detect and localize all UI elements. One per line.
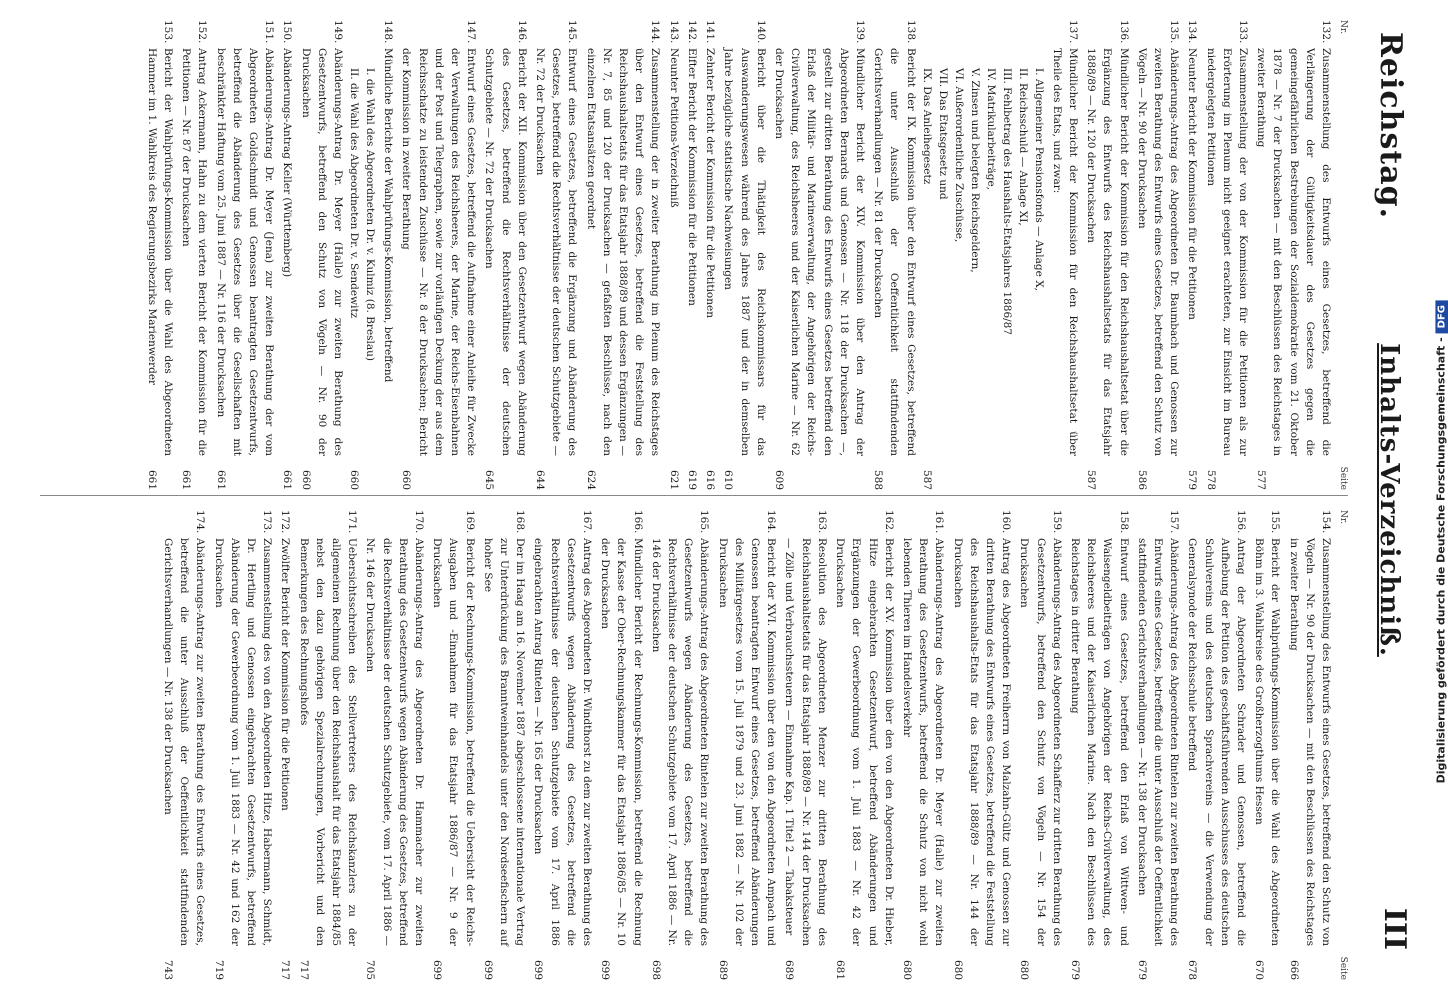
entry-text: Entwurf eines Gesetzes, betreffend die Ergänzung und Abänderung des Gesetzes, betreffend die Rechtsverhältnisse der deutschen Schutzgebiete — Nr. 72 der Drucksachen [534,48,579,456]
entry-number: 164. [765,510,778,534]
entry-number: 138. [904,20,917,44]
column-divider [40,495,1348,496]
sub-entry [346,64,362,490]
entry-text: Bericht über die Thätigkeit des Reichskommissars für das Auswanderungswesen während des Jahres 1887 und der in demselben Jahre bezügliche statistische Nachweisungen [722,48,767,456]
entry-page: 705 [364,959,377,980]
left-column [142,20,1348,490]
entry-page: 666 [1287,959,1300,980]
entry-page: 717 [297,959,310,980]
entry-page: 579 [1186,469,1199,490]
entry-text: Neunter Bericht der Kommission für die Petitionen [1186,48,1199,320]
toc-entry [1049,20,1081,490]
column-header [1338,510,1348,980]
entry-page: 661 [214,469,227,490]
entry-number: 160. [1000,510,1013,534]
sub-entry [967,64,983,490]
entry-text: Bericht der XV. Kommission über den von den Abgeordneten Dr. Hieber, Hitze eingebrachten Gesetzentwurf, betreffend Abänderungen und Ergänzungen der Gewerbeordnung vom 1. Juli 1883 — Nr. 42 der Drucksachen [834,538,895,946]
entry-page: 661 [145,469,158,490]
digitization-note [1434,300,1448,783]
toc-entry [279,20,295,490]
entry-number: 143. [667,20,680,44]
entry-number: 146. [515,20,528,44]
toc-entry [1016,510,1065,980]
entry-number: 171. [346,510,359,534]
entry-page: 679 [1068,959,1081,980]
entry-page: 699 [599,959,612,980]
entry-text: Antrag der Abgeordneten Schrader und Genossen, betreffend die Aufhebung der Petition des geschäftsführenden Ausschusses des deutschen Schulvereins und des deutschen Sprachvereins — die Verwendung der Generalsynode der Reichsschule betreffend [1186,538,1247,946]
toc-entry [398,20,479,490]
sub-entry-page: 587 [920,469,933,490]
entry-text: Resolution des Abgeordneten Menzer zur dritten Berathung des Reichshaushaltsetats für das Etatsjahr 1888/89 — Nr. 144 der Drucksachen — Zölle und Verbrauchssteuern — Einnahme Kap. 1 Titel 2 — Tabaksteuer [783,538,828,946]
toc-entry [1067,510,1132,980]
entry-page: 644 [534,469,547,490]
nr-label: Nr. [1338,20,1348,35]
entry-text: Elfter Bericht der Kommission für die Petitionen [685,48,698,306]
entry-number: 163. [815,510,828,534]
page-header [1358,20,1422,980]
entry-text: Abänderungs-Antrag Dr. Meyer (Halle) zur zweiten Berathung des Gesetzentwurfs, betreffend den Schutz von Vögeln — Nr. 90 der Drucksachen [299,48,345,456]
entry-text: Abänderungs-Antrag des Abgeordneten Rintelen zur zweiten Berathung des Entwurfs eines Gesetzes, betreffend die unter Ausschluß der Oeffentlichkeit stattfindenden Gerichtsverhandlungen — Nr. 138 der Drucksachen [1135,538,1181,946]
entry-number: 144. [649,20,662,44]
entry-number: 147. [465,20,478,44]
entry-text: Mündlicher Bericht der Kommission für den Reichshaushaltsetat über Theile des Etats, und zwar: [1050,48,1079,456]
entry-page: 645 [483,469,496,490]
entry-page: 680 [900,959,913,980]
entry-number: 166. [631,510,644,534]
toc-entry [297,20,346,490]
entry-number: 133. [1236,20,1249,44]
entry-text: Abänderungs-Antrag Keller (Württemberg) [281,48,294,278]
entry-page: 698 [649,959,662,980]
entry-text: Mündlicher Bericht der Rechnungs-Kommission, betreffend die Rechnung der Kasse der Ober-Rechnungskammer für das Etatsjahr 1886/85 — Nr. 10 der Drucksachen [599,538,644,946]
entry-text: Abänderungs-Antrag des Abgeordneten Rintelen zur zweiten Berathung des Gesetzentwurfs wegen Abänderung des Gesetzes, betreffend die Rechtsverhältnisse der deutschen Schutzgebiete vom 17. April 1886 — Nr. 146 der Drucksachen [649,538,711,946]
entry-text: Abänderungs-Antrag des Abgeordneten Dr. Hammacher zur zweiten Berathung des Gesetzentwurfs wegen Abänderung des Gesetzes, betreffend die Rechtsverhältnisse der deutschen Schutzgebiete, vom 17. April 1886 — Nr. 146 der Drucksachen [364,538,426,946]
entry-number: 139. [853,20,866,44]
entry-text: Uebersichtsschreiben des Stellvertreters des Reichskanzlers zu der allgemeinen Rechnung über den Reichshaushalt für das Etatsjahr 1884/85 nebst den dazu gehörigen Spezialrechnungen, Vorbericht und den Bemerkungen des Rechnungshofes [297,538,359,946]
entry-text: Abänderungs-Antrag des Abgeordneten Dr. Meyer (Halle) zur zweiten Berathung des Gesetzentwurfs, betreffend die Schutz von nicht wohl lebenden Thieren im Handelsverkehr [900,538,946,946]
entry-page: 689 [783,959,796,980]
sub-entry [919,64,935,490]
entry-text: Entwurf eines Gesetzes, betreffend die Aufnahme einer Anleihe für Zwecke der Verwaltungen des Reichsheeres, der Marine, der Reichs-Eisenbahnen und der Post und Telegraphen, sowie zur vorläufigen Deckung der aus dem Reichsschatze zu leistenden Zuschüsse — Nr. 8 der Drucksachen; Bericht der Kommission in zweiter Berathung [400,48,478,456]
entry-number: 149. [332,20,345,44]
entry-number: 158. [1117,510,1130,534]
entry-page: 678 [1186,959,1199,980]
entry-number: 157. [1168,510,1181,534]
toc-entry [714,510,779,980]
toc-entry [1184,20,1200,490]
entry-page: 717 [279,959,292,980]
toc-entry [1253,20,1334,490]
entry-number: 154. [1320,510,1332,534]
entry-text: Zehnter Bericht der Kommission für die Petitionen [704,48,717,318]
entry-number: 150. [281,20,294,44]
entry-text: Antrag des Abgeordneten Dr. Windthorst zu dem zur zweiten Berathung des Gesetzentwurfs wegen Abänderung des Gesetzes, betreffend die Rechtsverhältnisse der deutschen Schutzgebiete vom 17. April 1886 eingebrachten Antrag Rintelen — Nr. 165 der Drucksachen [532,538,594,946]
entry-number: 145. [566,20,579,44]
toc-entry [212,20,277,490]
entry-page: 621 [667,469,680,490]
entry-page: 587 [1085,469,1098,490]
entry-text: Mündliche Berichte der Wahlprüfungs-Kommission, betreffend [382,48,395,383]
toc-entry [720,20,769,490]
entry-text: Antrag Ackermann, Hahn zu dem vierten Bericht der Kommission für die Petitionen — Nr. 87 der Drucksachen [180,48,209,456]
toc-entry [666,20,682,490]
entry-page: 743 [161,959,174,980]
entry-number: 140. [754,20,767,44]
entry-number: 169. [463,510,476,534]
entry-page: 577 [1255,469,1268,490]
entry-number: 142. [685,20,698,44]
sub-entry-text: II. die Wahl des Abgeordneten Dr. v. Sendewitz [348,68,361,319]
entry-text: Zwölfter Bericht der Kommission für die Petitionen [279,538,292,811]
entry-number: 168. [514,510,527,534]
entry-page: 679 [1135,959,1148,980]
entry-page: 609 [772,469,785,490]
sub-entry-text: III. Fehlbetrag des Haushalts-Etatsjahres 1886/87 [1000,68,1013,336]
entry-number: 173. [261,510,274,534]
entry-text: Mündlicher Bericht der Kommission für den Reichshaushaltsetat über die Ergänzung des Entwurfs des Reichshaushaltsetats für das Etatsjahr 1888/89 — Nr. 120 der Drucksachen [1085,48,1130,456]
entry-text: Abänderungs-Antrag des Abgeordneten Dr. Baumbach und Genossen zur zweiten Berathung des Entwurfs eines Gesetzes, betreffend den Schutz von Vögeln — Nr. 90 der Drucksachen [1135,48,1181,456]
sub-entry [983,64,999,490]
toc-entry [144,20,176,490]
entry-page: 719 [212,959,225,980]
entry-text: Abänderungs-Antrag des Abgeordneten Schafferz zur dritten Berathung des Gesetzentwurfs, betreffend den Schutz von Vögeln — Nr. 154 der Drucksachen [1018,538,1063,946]
entry-number: 167. [581,510,594,534]
toc-entry [480,510,529,980]
entry-number: 135. [1168,20,1181,44]
toc-entry [832,510,897,980]
toc-entry [530,510,595,980]
toc-entry [684,20,700,490]
sub-entry-text: IX. Das Anleihegesetz [920,68,933,185]
entry-number: 159. [1050,510,1063,534]
entries-list [144,20,1334,490]
sub-entry [362,64,378,490]
toc-entry [429,510,478,980]
toc-entry [1083,20,1132,490]
entry-page: 660 [400,469,413,490]
entry-page: 661 [281,469,294,490]
entry-text: Bericht der Wahlprüfungs-Kommission über die Wahl des Abgeordneten Böhm im 3. Wahlkreise des Großherzogthums Hessen [1253,538,1282,946]
toc-entry [1285,510,1334,980]
entry-page: 661 [180,469,193,490]
toc-entry [1251,510,1283,980]
entry-text: Abänderungs-Antrag Dr. Meyer (Jena) zur zweiten Berathung der vom Abgeordneten Goldschmidt und Genossen beantragten Gesetzentwurfs, betreffend die Abänderung des Gesetzes über die Gesellschaften mit beschränkter Haftung vom 25. Juni 1887 — Nr. 116 der Drucksachen [214,48,276,456]
entry-text: Bericht der XVI. Kommission über den von den Abgeordneten Ampach und Genossen beantragten Entwurf eines Gesetzes, betreffend Abänderungen des Militärgesetzes vom 15. Juli 1879 und 23. Juni 1882 — Nr. 102 der Drucksachen [716,538,778,946]
toc-entry [210,510,275,980]
toc-entry [899,510,948,980]
toc-entry [771,20,868,490]
entry-page: 610 [722,469,735,490]
entry-number: 174. [194,510,207,534]
entry-page: 586 [1135,469,1148,490]
entry-text: Zusammenstellung des Entwurfs eines Gesetzes, betreffend den Schutz von Vögeln — Nr. 90 der Drucksachen — mit den Beschlüssen des Reichstages in zweiter Berathung [1287,538,1332,946]
sub-entry-text: IV. Matrikularbeiträge, [984,68,997,191]
sub-entry-text: V. Zinsen und belegten Reichsgeldern, [968,68,981,273]
page-label: Seite [1338,956,1348,980]
entry-page: 578 [1204,469,1217,490]
entry-text: Zusammenstellung des Entwurfs eines Gesetzes, betreffend die Verlängerung der Gültigkeitsdauer des Gesetzes gegen die gemeingefährlichen Bestrebungen der Sozialdemokratie vom 21. Oktober 1878 — Nr. 7 der Drucksachen — mit den Beschlüssen des Reichstages in zweiter Berathung [1255,48,1332,456]
toc-entry [1202,20,1251,490]
dfg-logo: DFG [1435,300,1448,333]
entry-text: Bericht der Rechnungs-Kommission, betreffend die Uebersicht der Reichs-Ausgaben und -Einnahmen für das Etatsjahr 1886/87 — Nr. 9 der Drucksachen [431,538,476,946]
toc-entry [1134,20,1183,490]
entry-text: Neunter Petitions-Verzeichniß [667,48,680,208]
toc-entry [277,510,293,980]
entry-number: 151. [263,20,276,44]
entry-number: 148. [382,20,395,44]
entry-number: 136. [1117,20,1130,44]
toc-entry [1184,510,1249,980]
sub-entry [1015,64,1031,490]
entry-page: 689 [716,959,729,980]
entry-text: Bericht der Wahlprüfungs-Kommission über die Wahl des Abgeordneten Hammer im 1. Wahlkreis des Regierungsbezirks Marienwerder [145,48,175,456]
toc-entry [870,20,919,490]
entry-page: 699 [481,959,494,980]
header-title: Inhalts-Verzeichniß. [1374,343,1404,657]
entry-number: 170. [413,510,426,534]
sub-entry [1031,64,1047,490]
entry-number: 152. [196,20,209,44]
toc-entry [362,510,427,980]
sub-entry [935,64,951,490]
column-header [1338,20,1348,490]
toc-entry [1134,510,1183,980]
entry-text: Bericht der XII. Kommission über den Gesetzentwurf wegen Abänderung des Gesetzes, betreffend die Rechtsverhältnisse der deutschen Schutzgebiete — Nr. 72 der Drucksachen [483,48,528,456]
toc-entry [781,510,830,980]
page-label: Seite [1338,466,1348,490]
entry-number: 156. [1234,510,1247,534]
entry-text: Zusammenstellung des von den Abgeordneten Hitze, Habermann, Schmidt, Dr. Hertling und Genossen eingebrachten Gesetzentwurfs, betreffend Abänderung der Gewerbeordnung vom 1. Juli 1883 — Nr. 42 und 162 der Drucksachen [212,538,274,946]
toc-entry [702,20,718,490]
sub-entry-text: II. Reichsschuld — Anlage XI, [1016,68,1029,226]
toc-entry [295,510,360,980]
right-column [158,510,1348,980]
toc-entry [178,20,210,490]
entry-sublist [919,64,1047,490]
sub-entry-text: VI. Außerordentliche Zuschüsse, [952,68,965,243]
sub-entry-text: I. die Wahl des Abgeordneten Dr. v. Kulmiz (8. Breslau) [364,68,377,362]
entry-page: 619 [685,469,698,490]
note-text: Digitalisierung gefördert durch die Deutsche Forschungsgemeinschaft - [1434,337,1447,784]
entry-page: 681 [834,959,847,980]
entry-page: 616 [704,469,717,490]
nr-label: Nr. [1338,510,1348,525]
toc-entry [160,510,209,980]
sub-entry-text: VII. Das Etatsgesetz und [936,68,949,200]
entry-number: 162. [882,510,895,534]
entry-number: 137. [1066,20,1079,44]
toc-entry [597,510,646,980]
entry-text: Bericht der IX. Kommission über den Entwurf eines Gesetzes, betreffend die unter Ausschluß der Oeffentlichkeit stattfindenden Gerichtsverhandlungen — Nr. 81 der Drucksachen [872,48,917,456]
entry-text: Mündlicher Bericht der XIV. Kommission über den Antrag der Abgeordneten Bernards und Genossen — Nr. 118 der Drucksachen —, gestellt zur dritten Berathung des Entwurfs eines Gesetzes betreffend den Erlaß der Militär- und Marineverwaltung, der Angehörigen der Reichs-Civilverwaltung, des Reichsheeres und der Kaiserlichen Marine — Nr. 62 der Drucksachen [772,48,866,456]
entry-text: Zusammenstellung der in zweiter Berathung im Plenum des Reichstages über den Entwurf eines Gesetzes, betreffend die Feststellung des Reichshaushaltsetats für das Etatsjahr 1888/89 und dessen Ergänzungen — Nr. 7, 85 und 120 der Drucksachen — gefaßten Beschlüsse, nach den einzelnen Etatsansätzen geordnet [584,48,662,456]
entry-page: 680 [951,959,964,980]
entry-page: 670 [1253,959,1266,980]
toc-entry [648,510,713,980]
entry-number: 134. [1186,20,1199,44]
header-left: Reichstag. [1373,32,1408,220]
entry-page: 699 [431,959,444,980]
entry-text: Zusammenstellung der von der Kommission für die Petitionen als zur Erörterung im Plenum nicht geeignet erachteten, zur Einsicht im Bureau niedergelegten Petitionen [1204,48,1249,456]
entry-number: 153. [162,20,175,44]
entry-text: Der im Haag am 16. November 1887 abgeschlossene internationale Vertrag zur Unterdrückung des Branntweinhandels unter den Nordseefischern auf hoher See [481,538,527,946]
entry-number: 161. [933,510,946,534]
entry-page: 624 [584,469,597,490]
entry-page: 699 [532,959,545,980]
entry-text: Abänderungs-Antrag zur zweiten Berathung des Entwurfs eines Gesetzes, betreffend die unter Ausschluß der Oeffentlichkeit stattfindenden Gerichtsverhandlungen — Nr. 138 der Drucksachen [161,538,207,946]
entry-number: 165. [698,510,711,534]
toc-entry [532,20,581,490]
toc-entry [949,510,1014,980]
entry-number: 132. [1320,20,1332,44]
entries-list [160,510,1334,980]
sub-entry-page: 660 [348,469,361,490]
toc-entry [582,20,663,490]
entry-text: Antrag des Abgeordneten Freiherrn von Malzahn-Gültz und Genossen zur dritten Berathung des Entwurfs eines Gesetzes, betreffend die Feststellung des Reichshaushalts-Etats für das Etatsjahr 1888/89 — Nr. 144 der Drucksachen [951,538,1013,946]
toc-entry [380,20,396,490]
entry-page: 660 [299,469,312,490]
entry-text: Entwurf eines Gesetzes, betreffend den Erlaß von Wittwen- und Waisengeldbeiträgen von Angehörigen der Reichs-Civilverwaltung, des Reichsheeres und der Kaiserlichen Marine. Nach den Beschlüssen des Reichstages in dritter Berathung [1068,538,1130,946]
entry-page: 680 [1018,959,1031,980]
entry-number: 155. [1269,510,1282,534]
entry-sublist [346,64,378,490]
sub-entry [999,64,1015,490]
page-number: III [1377,907,1412,950]
entry-number: 141. [704,20,717,44]
sub-entry [951,64,967,490]
sub-entry-text: I. Allgemeiner Pensionsfonds — Anlage X, [1032,68,1045,292]
entry-page: 588 [872,469,885,490]
toc-entry [481,20,530,490]
entry-number: 172. [279,510,292,534]
